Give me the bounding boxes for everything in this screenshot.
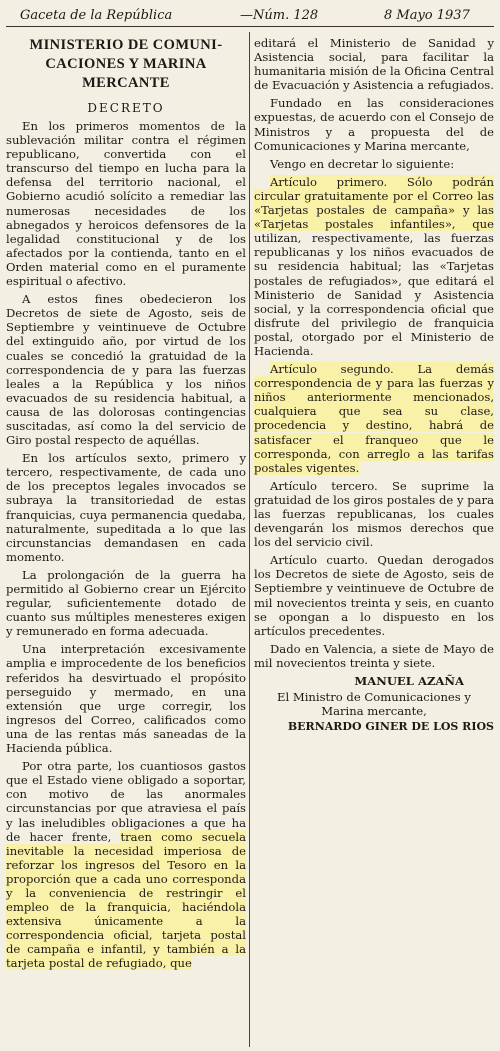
preamble-text: Por otra parte, los cuantiosos gastos que el Estado viene obligado a soportar, con motivo de las anormales circunstancias por que atraviesa el país y las ineludibles obligaciones a que ha de hacer frente, (6, 759, 246, 844)
minister-name: BERNARDO GINER DE LOS RIOS (287, 720, 494, 734)
ministry-title-line: MINISTERIO DE COMUNI- (29, 37, 223, 53)
considerations-paragraph: Fundado en las consideraciones expuestas, de acuerdo con el Consejo de Ministros y a propuesta del de Comunicaciones y Marina mercante, (254, 96, 494, 153)
signer-name: MANUEL AZAÑA (354, 674, 464, 689)
issue-date: 8 Mayo 1937 (384, 8, 470, 23)
article-2 (254, 362, 494, 475)
right-column (254, 36, 494, 734)
highlighted-text: traen como secuela inevitable la necesidad imperiosa de reforzar los ingresos del Tesoro en la proporción que a cada uno corresponda y la conveniencia de restringir el empleo de la franquicia, haciéndola extensiva únicamente a la correspondencia oficial, tarjeta postal de campaña e infantil, y también a la tarjeta postal de refugiado, que (6, 829, 246, 971)
highlighted-text: Artículo primero. Sólo podrán circular gratuitamente por el Correo las «Tarjetas postales de campaña» y las «Tarjetas postales infantiles», que (254, 174, 494, 232)
preamble-paragraph-1: En los primeros momentos de la sublevación militar contra el régimen republicano, convertida con el transcurso del tiempo en lucha para la defensa del territorio nacional, el Gobierno acudió solícito a remediar las numerosas necesidades de los abnegados y heroicos defensores de la legalidad constitucional y de los afectados por la contienda, tanto en el Orden material como en el puramente espiritual o afectivo. (6, 119, 246, 289)
article-4: Artículo cuarto. Quedan derogados los Decretos de siete de Agosto, seis de Septiembre y veintinueve de Octubre de mil novecientos treinta y seis, en cuanto se opongan a lo dispuesto en los artículos precedentes. (254, 553, 494, 638)
page-header (6, 6, 494, 27)
highlighted-text: Artículo segundo. La demás correspondencia de y para las fuerzas y niños anteriormente mencionados, cualquiera que sea su clase, procedencia y destino, habrá de satisfacer el franqueo que le corresponda, con arreglo a las tarifas postales vigentes. (254, 362, 494, 475)
preamble-paragraph-6 (6, 759, 246, 970)
publication-name: Gaceta de la República (20, 8, 173, 23)
issue-number: —Núm. 128 (240, 8, 319, 23)
preamble-paragraph-3: En los artículos sexto, primero y tercero, respectivamente, de cada uno de los preceptos legales invocados se subraya la transitoriedad de estas franquicias, cuya permanencia quedaba, naturalmente, supeditada a lo que las circunstancias demandasen en cada momento. (6, 451, 246, 564)
article-3: Artículo tercero. Se suprime la gratuidad de los giros postales de y para las fuerzas republicanas, los cuales devengarán los mismos derechos que los del servicio civil. (254, 478, 494, 550)
preamble-paragraph-5: Una interpretación excesivamente amplia e improcedente de los beneficios referidos ha desvirtuado el propósito perseguido y mermado, en una extensión que urge corregir, los ingresos del Correo, calificados como una de las rentas más saneadas de la Hacienda pública. (6, 642, 246, 756)
ministry-title-line: MERCANTE (82, 75, 170, 91)
article-1 (254, 175, 494, 358)
left-column (6, 36, 246, 975)
preamble-paragraph-2: A estos fines obedecieron los Decretos de siete de Agosto, seis de Septiembre y veintinueve de Octubre del extinguido año, por virtud de los cuales se concedió la gratuidad de la correspondencia de y para las fuerzas leales a la República y los niños evacuados de su residencia habitual, a causa de las dolorosas contingencias suscitadas, así como la del servicio de Giro postal respecto de aquéllas. (6, 292, 246, 448)
continued-paragraph: editará el Ministerio de Sanidad y Asistencia social, para facilitar la humanitaria misión de la Oficina Central de Evacuación y Asistencia a refugiados. (254, 36, 494, 93)
decree-heading: DECRETO (87, 101, 165, 115)
ministry-title-line: CACIONES Y MARINA (45, 56, 207, 72)
ministry-title (6, 36, 246, 93)
minister-title: El Ministro de Comunicaciones y Marina mercante, (277, 690, 471, 719)
column-divider (249, 32, 250, 1047)
dated-line: Dado en Valencia, a siete de Mayo de mil novecientos treinta y siete. (254, 641, 494, 670)
decree-intro: Vengo en decretar lo siguiente: (270, 156, 455, 171)
article-1-text: utilizan, respectivamente, las fuerzas republicanas y los niños evacuados de su residencia habitual; las «Tarjetas postales de refugiados», que editará el Ministerio de Sanidad y Asistencia social, y la correspondencia oficial que disfrute del privilegio de franquicia postal, otorgado por el Ministerio de Hacienda. (254, 231, 494, 358)
preamble-paragraph-4: La prolongación de la guerra ha permitido al Gobierno crear un Ejército regular, suficientemente dotado de cuanto sus múltiples menesteres exigen y remunerado en forma adecuada. (6, 567, 246, 639)
